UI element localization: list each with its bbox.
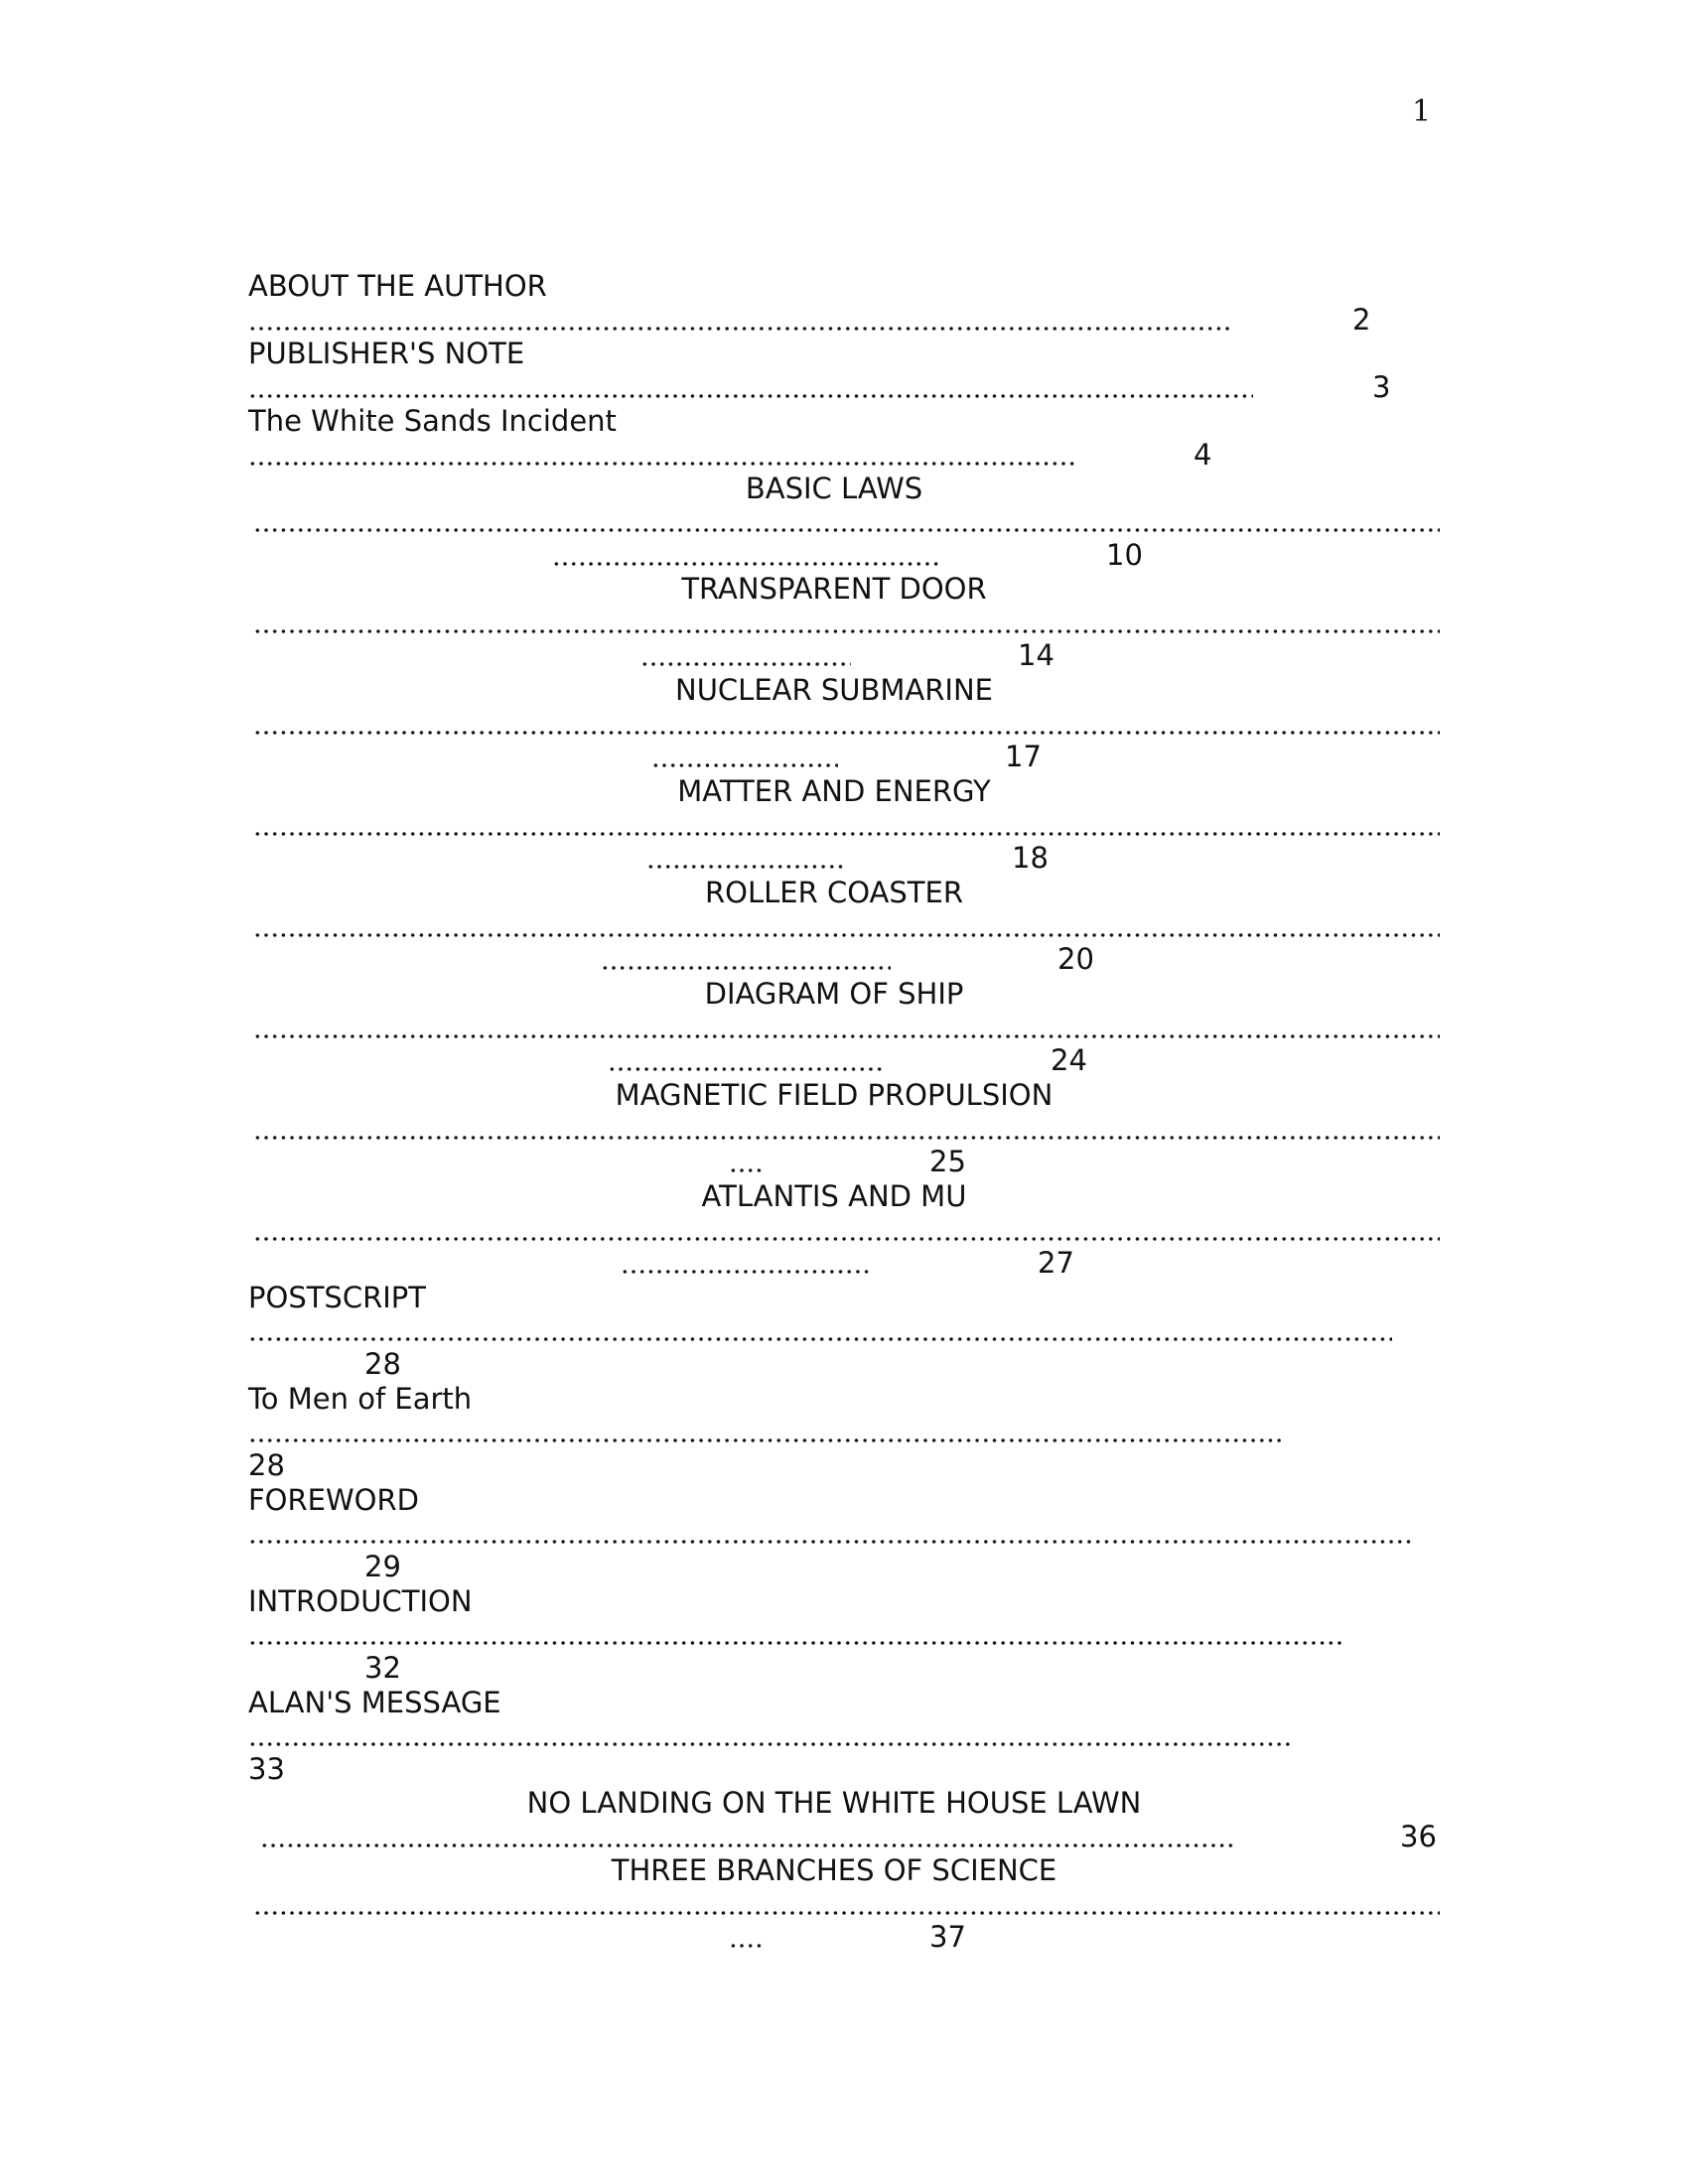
- dot-leader: [248, 1438, 1281, 1442]
- toc-entry-title: BASIC LAWS: [745, 472, 923, 505]
- toc-entry-page: 33: [248, 1752, 285, 1786]
- toc-entry-page: 24: [1051, 1043, 1087, 1077]
- toc-entry-page: 32: [364, 1651, 401, 1685]
- toc-entry-page: 20: [1057, 942, 1094, 976]
- toc-entry-title: INTRODUCTION: [248, 1584, 473, 1618]
- dot-leader: [248, 327, 1233, 331]
- toc-entry-page: 10: [1106, 538, 1143, 572]
- toc-entry-title: The White Sands Incident: [248, 404, 617, 438]
- toc-entry-page: 3: [1372, 370, 1391, 404]
- dot-leader: [253, 832, 1440, 836]
- toc-entry-page: 25: [929, 1145, 966, 1178]
- dot-leader: [248, 1337, 1392, 1341]
- dot-leader: [253, 731, 1440, 735]
- toc-entry-page: 28: [248, 1448, 285, 1482]
- toc-entry-title: ATLANTIS AND MU: [701, 1179, 967, 1213]
- dot-leader: [253, 1034, 1440, 1038]
- dot-leader: [248, 394, 1253, 398]
- toc-entry-title: FOREWORD: [248, 1483, 419, 1517]
- toc-entry-page: 4: [1194, 438, 1212, 472]
- toc-entry-title: DIAGRAM OF SHIP: [704, 977, 964, 1011]
- toc-entry-title: MAGNETIC FIELD PROPULSION: [615, 1078, 1054, 1112]
- toc-entry-page: 36: [1400, 1820, 1437, 1853]
- page-number: 1: [1412, 94, 1432, 129]
- toc-entry-title: NO LANDING ON THE WHITE HOUSE LAWN: [526, 1786, 1142, 1820]
- toc-entry-title: POSTSCRIPT: [248, 1281, 426, 1314]
- dot-leader: [601, 966, 891, 970]
- toc-entry-page: 17: [1005, 740, 1042, 773]
- dot-leader: [260, 1843, 1233, 1847]
- toc-entry-page: 29: [364, 1550, 401, 1583]
- dot-leader: [253, 933, 1440, 937]
- toc-entry-page: 28: [364, 1347, 401, 1381]
- dot-leader: [248, 1540, 1412, 1544]
- dot-leader: [646, 865, 845, 869]
- dot-leader: [729, 1944, 765, 1948]
- toc-entry-page: 14: [1018, 638, 1055, 672]
- dot-leader: [608, 1067, 884, 1071]
- toc-entry-page: 18: [1012, 841, 1049, 875]
- toc-entry-page: 2: [1352, 303, 1371, 337]
- dot-leader: [253, 1136, 1440, 1140]
- toc-entry-title: TRANSPARENT DOOR: [681, 572, 987, 606]
- toc-entry-title: THREE BRANCHES OF SCIENCE: [611, 1853, 1057, 1887]
- toc-entry-page: 37: [929, 1920, 966, 1954]
- toc-entry-title: NUCLEAR SUBMARINE: [675, 673, 993, 707]
- dot-leader: [621, 1270, 871, 1274]
- dot-leader: [651, 763, 838, 767]
- toc-entry-title: PUBLISHER'S NOTE: [248, 337, 525, 370]
- dot-leader: [253, 629, 1440, 633]
- toc-entry-title: ROLLER COASTER: [705, 876, 963, 909]
- dot-leader: [640, 662, 851, 666]
- dot-leader: [248, 1641, 1342, 1645]
- dot-leader: [253, 1911, 1440, 1915]
- dot-leader: [729, 1168, 765, 1172]
- dot-leader: [248, 1742, 1291, 1746]
- dot-leader: [253, 1237, 1440, 1241]
- toc-entry-title: ABOUT THE AUTHOR: [248, 269, 547, 303]
- toc-entry-title: To Men of Earth: [248, 1382, 473, 1416]
- dot-leader: [552, 562, 939, 566]
- dot-leader: [253, 528, 1440, 532]
- toc-entry-title: MATTER AND ENERGY: [677, 774, 991, 808]
- dot-leader: [248, 462, 1074, 466]
- toc-entry-page: 27: [1038, 1246, 1074, 1280]
- toc-entry-title: ALAN'S MESSAGE: [248, 1686, 501, 1719]
